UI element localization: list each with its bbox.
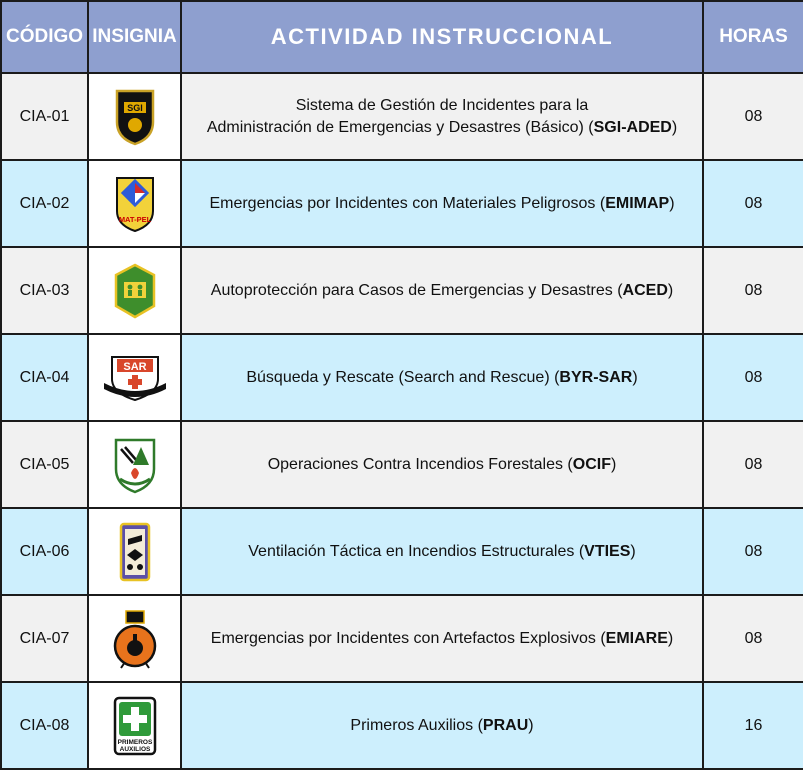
table-row <box>1 421 803 508</box>
first-aid-badge-icon <box>113 696 157 756</box>
header-row <box>1 1 803 73</box>
course-abbreviation: EMIARE <box>605 629 668 647</box>
course-hours: 08 <box>703 595 803 682</box>
table-row <box>1 595 803 682</box>
table-row <box>1 334 803 421</box>
insignia-cell <box>88 421 181 508</box>
sar-badge-icon <box>102 353 168 403</box>
header-insignia: INSIGNIA <box>88 1 181 73</box>
course-hours: 08 <box>703 247 803 334</box>
svg-text:SAR: SAR <box>122 360 147 373</box>
course-code: CIA-07 <box>1 595 88 682</box>
course-activity: Operaciones Contra Incendios Forestales (OCIF) <box>181 421 703 508</box>
course-hours: 08 <box>703 334 803 421</box>
course-activity: Ventilación Táctica en Incendios Estructurales (VTIES) <box>181 508 703 595</box>
course-code: CIA-04 <box>1 334 88 421</box>
course-activity: Búsqueda y Rescate (Search and Rescue) (BYR-SAR) <box>181 334 703 421</box>
course-hours: 08 <box>703 421 803 508</box>
insignia-cell <box>88 247 181 334</box>
table-row <box>1 508 803 595</box>
course-hours: 16 <box>703 682 803 769</box>
course-abbreviation: OCIF <box>572 455 611 473</box>
explosives-badge-icon <box>111 608 159 670</box>
course-abbreviation: SGI-ADED <box>593 118 672 136</box>
sgi-badge-icon <box>113 88 157 146</box>
course-code: CIA-08 <box>1 682 88 769</box>
insignia-cell <box>88 508 181 595</box>
insignia-cell <box>88 682 181 769</box>
course-hours: 08 <box>703 73 803 160</box>
table-row <box>1 73 803 160</box>
table-row <box>1 160 803 247</box>
ventilation-badge-icon <box>115 521 155 583</box>
self-protection-badge-icon <box>113 262 157 320</box>
table-row <box>1 682 803 769</box>
course-activity: Emergencias por Incidentes con Materiales Peligrosos (EMIMAP) <box>181 160 703 247</box>
svg-text:SGI: SGI <box>126 102 143 113</box>
course-abbreviation: EMIMAP <box>605 194 670 212</box>
header-code: CÓDIGO <box>1 1 88 73</box>
svg-text:AUXILIOS: AUXILIOS <box>119 745 150 753</box>
course-hours: 08 <box>703 160 803 247</box>
insignia-cell <box>88 334 181 421</box>
course-activity: Primeros Auxilios (PRAU) <box>181 682 703 769</box>
course-abbreviation: BYR-SAR <box>559 368 633 386</box>
table-row <box>1 247 803 334</box>
course-activity: Autoprotección para Casos de Emergencias y Desastres (ACED) <box>181 247 703 334</box>
course-code: CIA-03 <box>1 247 88 334</box>
insignia-cell <box>88 73 181 160</box>
course-code: CIA-02 <box>1 160 88 247</box>
course-code: CIA-05 <box>1 421 88 508</box>
course-hours: 08 <box>703 508 803 595</box>
insignia-cell <box>88 595 181 682</box>
forest-fire-badge-icon <box>111 435 159 495</box>
svg-text:MAT-PEL: MAT-PEL <box>118 214 151 224</box>
course-abbreviation: VTIES <box>584 542 631 560</box>
course-abbreviation: ACED <box>622 281 668 299</box>
course-abbreviation: PRAU <box>482 716 529 734</box>
header-hours: HORAS <box>703 1 803 73</box>
course-code: CIA-06 <box>1 508 88 595</box>
insignia-cell <box>88 160 181 247</box>
course-code: CIA-01 <box>1 73 88 160</box>
matpel-badge-icon <box>113 175 157 233</box>
course-activity: Sistema de Gestión de Incidentes para la Administración de Emergencias y Desastres (Básico) (SGI-ADED) <box>181 73 703 160</box>
svg-text:PRIMEROS: PRIMEROS <box>117 738 152 746</box>
header-activity: ACTIVIDAD INSTRUCCIONAL <box>181 1 703 73</box>
course-activity: Emergencias por Incidentes con Artefactos Explosivos (EMIARE) <box>181 595 703 682</box>
